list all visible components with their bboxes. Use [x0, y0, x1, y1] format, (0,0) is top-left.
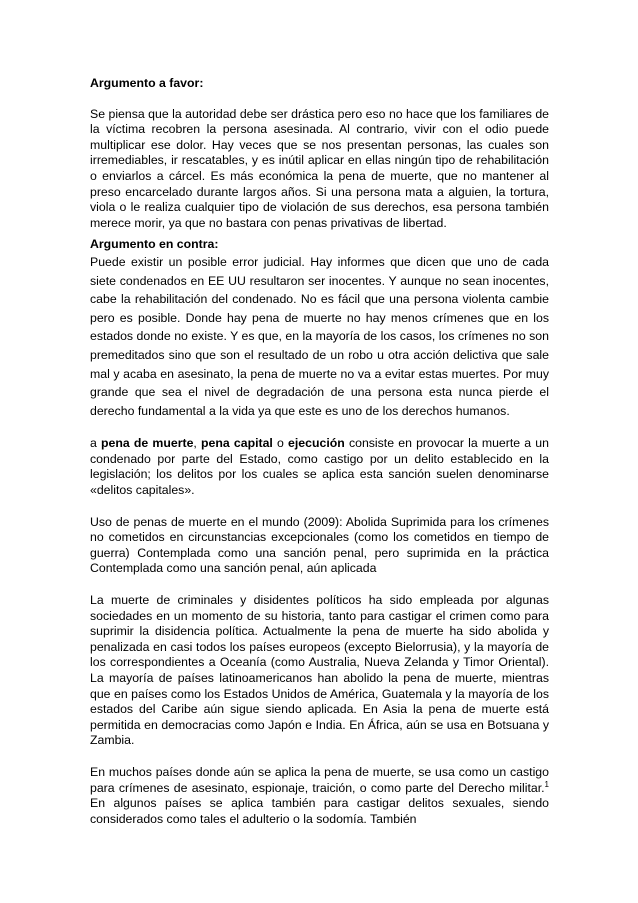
definition-term-pena-capital: pena capital [201, 436, 273, 451]
document-page [90, 76, 549, 827]
definition-prefix: a [90, 436, 102, 451]
definition-rest: consiste en provocar la muerte a un condenado por parte del Estado, como castigo por un delito establecido en la legislación; los delitos por los cuales se aplica esta sanción suelen denominarse «delitos capitales». [90, 436, 549, 498]
world-usage-paragraph: Uso de penas de muerte en el mundo (2009): Abolida Suprimida para los crímenes no cometidos en circunstancias excepcionales (como los cometidos en tiempo de guerra) Contemplada como una sanción penal, pero suprimida en la práctica Contemplada como una sanción penal, aún aplicada [90, 514, 549, 576]
countries-text-before: En muchos países donde aún se aplica la pena de muerte, se usa como un castigo para crímenes de asesinato, espionaje, traición, o como parte del Derecho militar. [90, 764, 549, 795]
definition-term-ejecucion: ejecución [288, 436, 345, 451]
footnote-reference: 1 [544, 779, 549, 789]
argument-for-section [90, 76, 549, 231]
definition-separator-2: o [272, 436, 289, 451]
countries-paragraph [90, 765, 549, 827]
definition-separator-1: , [193, 436, 202, 451]
argument-against-heading: Argumento en contra: [90, 237, 219, 252]
argument-for-paragraph: Se piensa que la autoridad debe ser drástica pero eso no hace que los familiares de la víctima recobren la persona asesinada. Al contrario, vivir con el odio puede multiplicar ese dolor. Hay veces que se nos presentan personas, las cuales son irremediables, ir rescatables, y es inútil aplicar en ellas ningún tipo de rehabilitación o enviarlos a cárcel. Es más económica la pena de muerte, que no mantener al preso encarcelado durante largos años. Si una persona mata a alguien, la tortura, viola o le realiza cualquier tipo de violación de sus derechos, esa persona también merece morir, ya que no bastara con penas privativas de libertad. [90, 106, 549, 230]
definition-paragraph [90, 436, 549, 498]
countries-text-after: En algunos países se aplica también para castigar delitos sexuales, siendo considerados como tales el adulterio o la sodomía. También [90, 796, 549, 826]
history-paragraph: La muerte de criminales y disidentes políticos ha sido empleada por algunas sociedades en un momento de su historia, tanto para castigar el crimen como para suprimir la disidencia política. Actualmente la pena de muerte ha sido abolida y penalizada en casi todos los países europeos (excepto Bielorrusia), y la mayoría de los correspondientes a Oceanía (como Australia, Nueva Zelanda y Timor Oriental). La mayoría de países latinoamericanos han abolido la pena de muerte, mientras que en países como los Estados Unidos de América, Guatemala y la mayoría de los estados del Caribe aún sigue siendo aplicada. En Asia la pena de muerte está permitida en democracias como Japón e India. En África, aún se usa en Botsuana y Zambia. [90, 593, 549, 748]
argument-for-heading: Argumento a favor: [90, 76, 204, 90]
argument-against-paragraph: Puede existir un posible error judicial. Hay informes que dicen que uno de cada siete condenados en EE UU resultaron ser inocentes. Y aunque no sean inocentes, cabe la rehabilitación del condenado. No es fácil que una persona violenta cambie pero es posible. Donde hay pena de muerte no hay menos crímenes que en los estados donde no existe. Y es que, en la mayoría de los casos, los crímenes no son premeditados sino que son el resultado de un robo u otra acción delictiva que sale mal y acaba en asesinato, la pena de muerte no va a evitar estas muertes. Por muy grande que sea el nivel de degradación de una persona esta nunca pierde el derecho fundamental a la vida ya que este es uno de los derechos humanos. [90, 254, 549, 418]
definition-term-pena-de-muerte: pena de muerte [101, 436, 194, 451]
argument-against-section [90, 237, 549, 420]
